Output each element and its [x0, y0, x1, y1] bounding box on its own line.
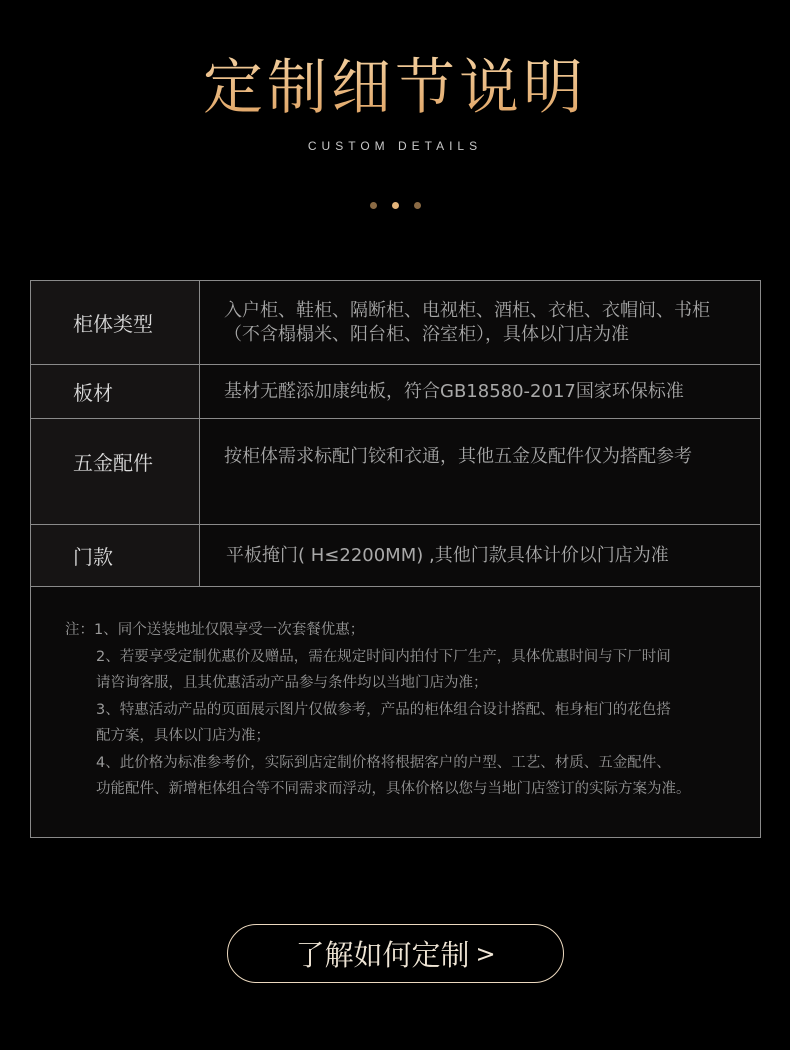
row-label: 五金配件	[31, 419, 200, 524]
table-row	[31, 281, 760, 365]
page-subtitle: CUSTOM DETAILS	[307, 139, 483, 153]
table-row	[31, 525, 760, 587]
page-title: 定制细节说明	[0, 50, 790, 126]
note-line: 功能配件、新增柜体组合等不同需求而浮动，具体价格以您与当地门店签订的实际方案为准。	[96, 781, 691, 797]
details-table	[30, 280, 761, 838]
note-line: 配方案，具体以门店为准；	[96, 728, 270, 744]
carousel-dot[interactable]	[370, 202, 377, 209]
notes-section	[31, 587, 760, 803]
row-value: 基材无醛添加康纯板，符合GB18580-2017国家环保标准	[224, 380, 684, 402]
row-value: 按柜体需求标配门铰和衣通，其他五金及配件仅为搭配参考	[224, 446, 692, 467]
table-row	[31, 365, 760, 419]
learn-custom-label: 了解如何定制	[295, 938, 470, 972]
carousel-dot-active[interactable]	[392, 202, 399, 209]
table-row	[31, 419, 760, 525]
note-line: 4、此价格为标准参考价，实际到店定制价格将根据客户的户型、工艺、材质、五金配件、	[96, 754, 671, 771]
row-label: 柜体类型	[31, 281, 200, 364]
note-line: 请咨询客服，且其优惠活动产品参与条件均以当地门店为准；	[96, 675, 488, 691]
carousel-dot[interactable]	[414, 202, 421, 209]
note-line: 3、特惠活动产品的页面展示图片仅做参考，产品的柜体组合设计搭配、柜身柜门的花色搭	[96, 701, 671, 718]
learn-custom-button[interactable]	[227, 924, 564, 983]
carousel-dots	[0, 202, 790, 209]
row-label: 门款	[31, 525, 200, 586]
note-line: 注：1、同个送装地址仅限享受一次套餐优惠；	[65, 622, 365, 638]
note-line: 2、若要享受定制优惠价及赠品，需在规定时间内拍付下厂生产，具体优惠时间与下厂时间	[96, 648, 671, 665]
row-label: 板材	[31, 365, 200, 418]
chevron-right-icon: >	[475, 939, 496, 968]
row-value: 平板掩门( H≤2200MM) ,其他门款具体计价以门店为准	[226, 544, 669, 566]
row-value: 入户柜、鞋柜、隔断柜、电视柜、酒柜、衣柜、衣帽间、书柜（不含榻榻米、阳台柜、浴室柜），具体以门店为准	[224, 299, 710, 345]
